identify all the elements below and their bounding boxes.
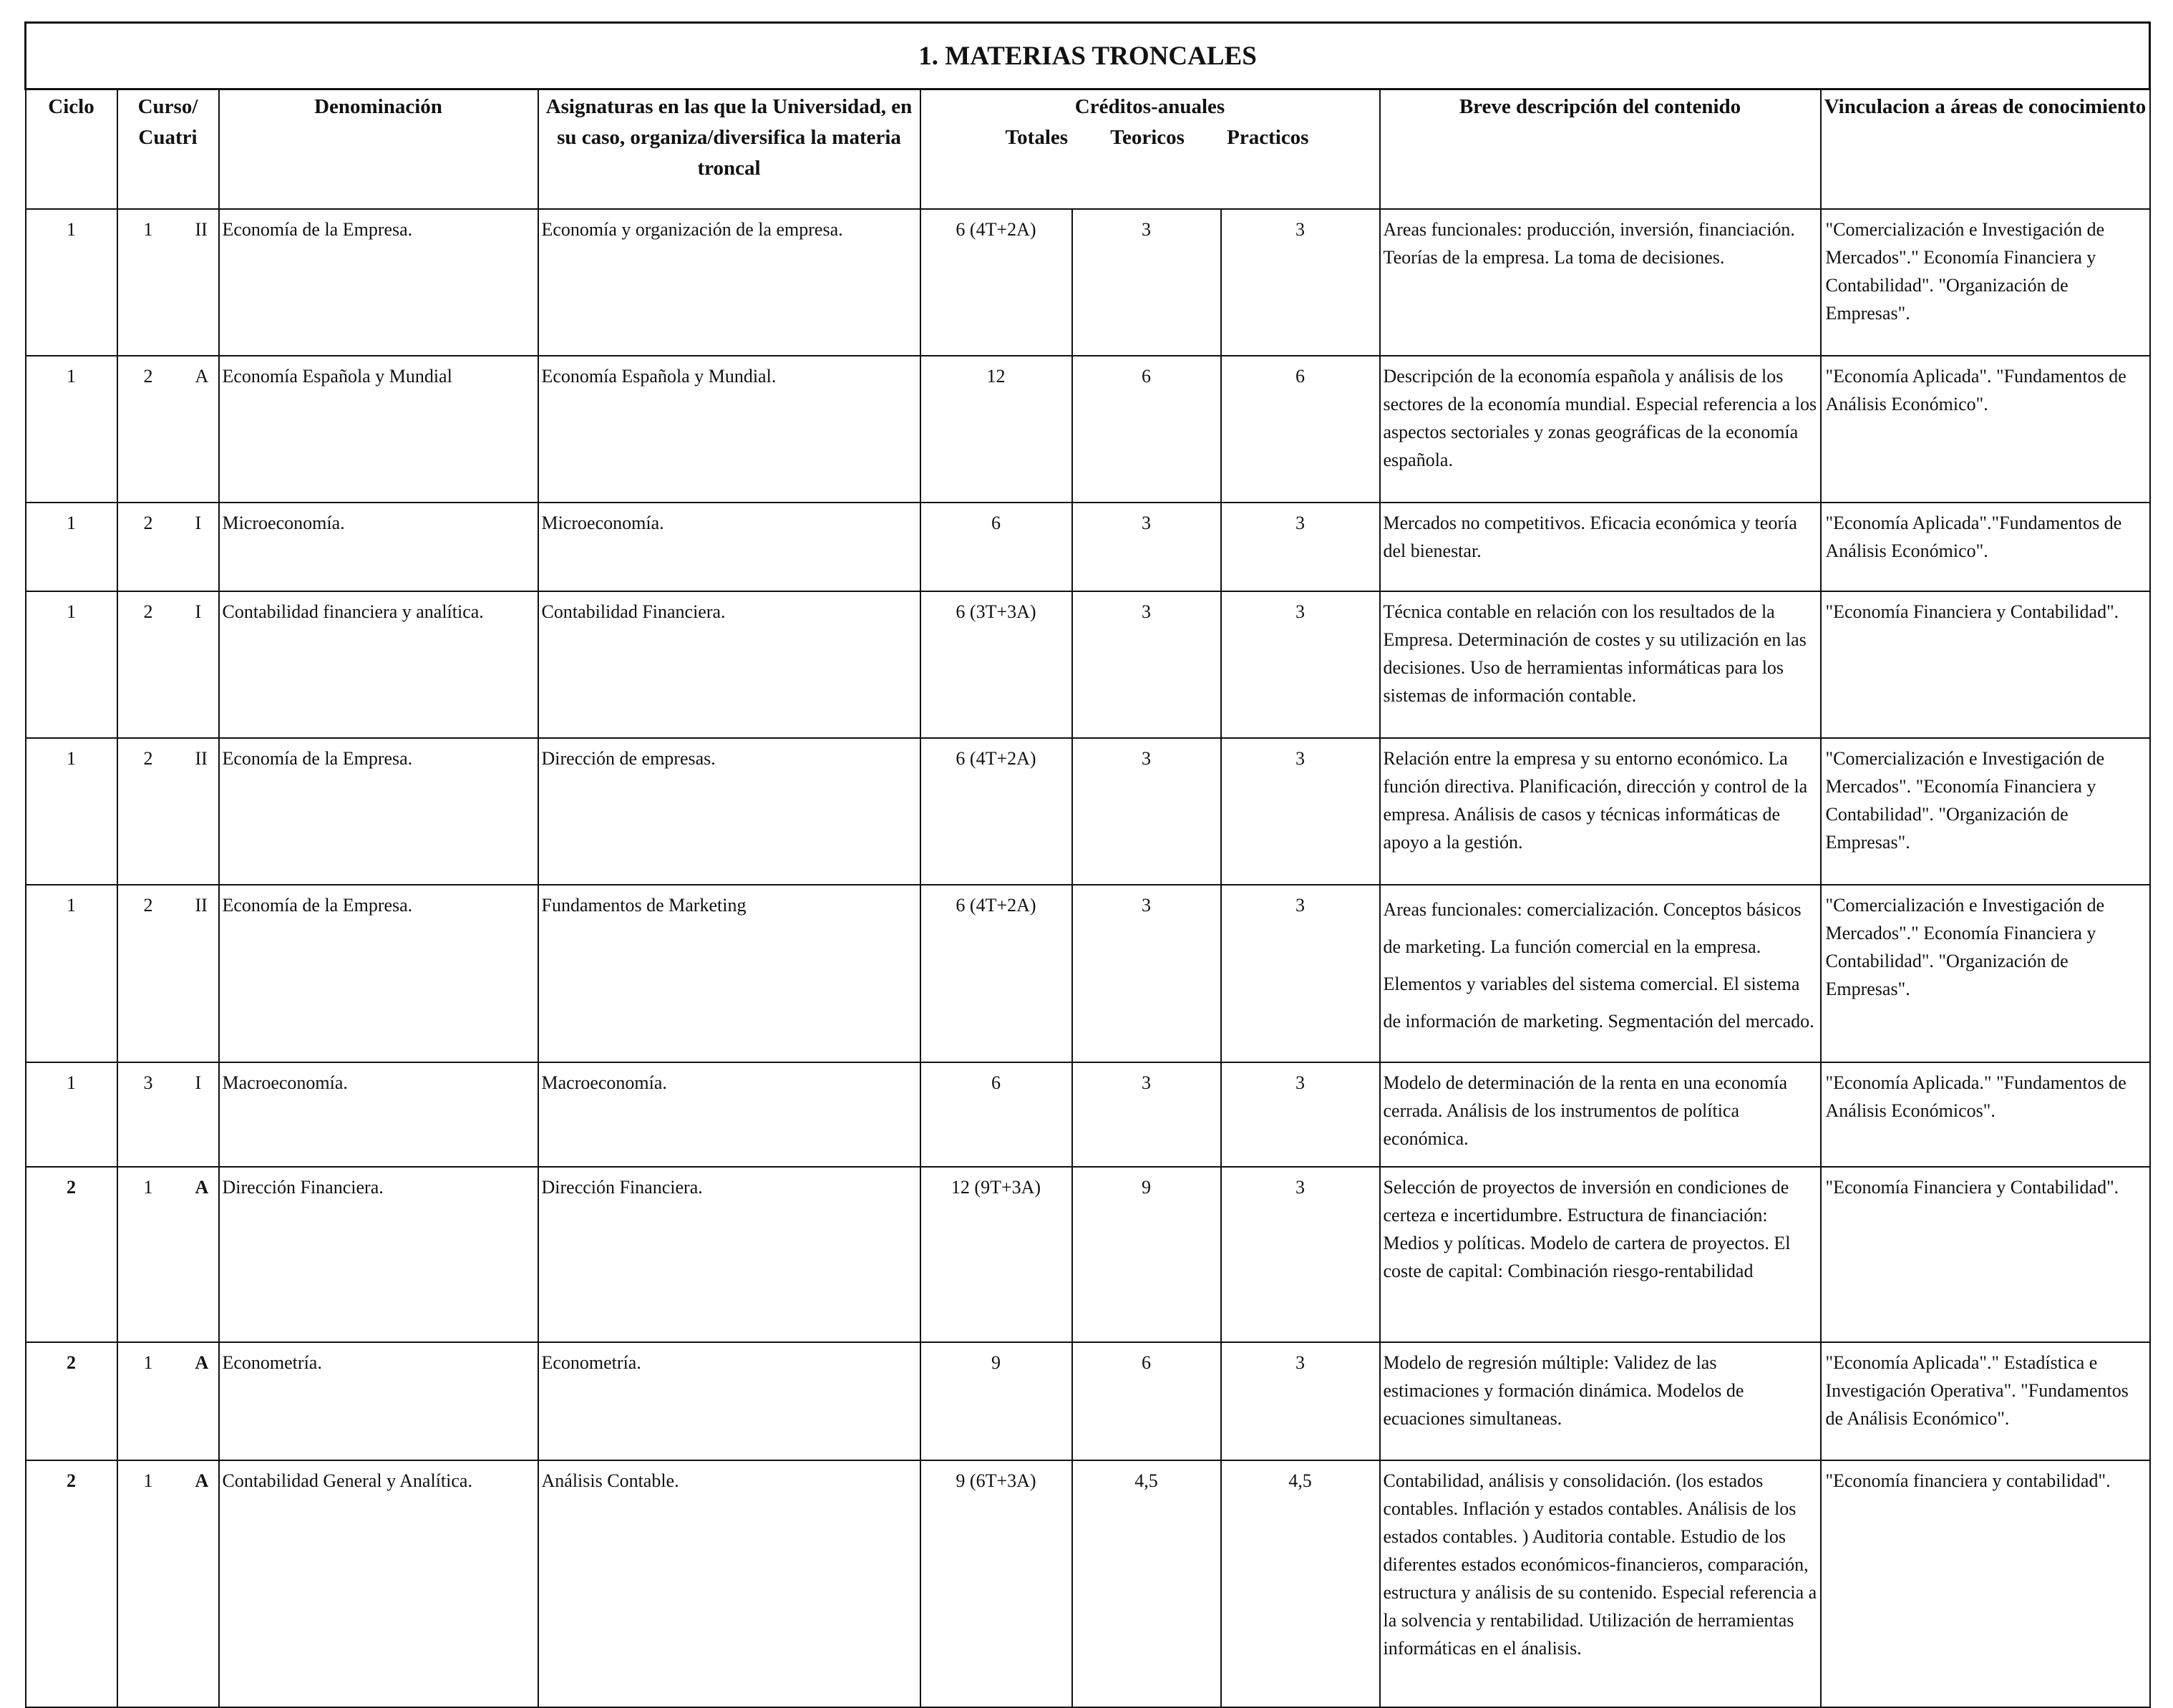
cell-totales: 9 (6T+3A) — [920, 1460, 1072, 1707]
cell-curso-number: 2 — [143, 366, 153, 387]
cell-practicos: 3 — [1221, 503, 1380, 591]
cell-curso — [117, 1062, 219, 1167]
cell-teoricos: 3 — [1072, 503, 1221, 591]
cell-descripcion: Modelo de determinación de la renta en una economía cerrada. Análisis de los instrumentos de política económica. — [1380, 1062, 1821, 1167]
cell-practicos: 3 — [1221, 591, 1380, 738]
cell-cuatrimestre: II — [195, 219, 208, 240]
cell-asignatura: Fundamentos de Marketing — [538, 885, 920, 1062]
cell-teoricos: 3 — [1072, 885, 1221, 1062]
cell-vinculacion: "Economía financiera y contabilidad". — [1821, 1460, 2150, 1707]
cell-vinculacion: "Comercialización e Investigación de Mercados"." Economía Financiera y Contabilidad". "Organización de Empresas". — [1821, 209, 2150, 356]
cell-asignatura: Econometría. — [538, 1342, 920, 1460]
header-totales: Totales — [1005, 126, 1069, 149]
cell-totales: 6 — [920, 503, 1072, 591]
cell-totales: 6 (4T+2A) — [920, 885, 1072, 1062]
header-creditos-sub — [921, 122, 1379, 153]
table-row — [26, 503, 2150, 591]
table-row — [26, 1460, 2150, 1707]
table-title: 1. MATERIAS TRONCALES — [26, 23, 2150, 89]
header-asignaturas: Asignaturas en las que la Universidad, en su caso, organiza/diversifica la materia troncal — [538, 89, 920, 210]
header-creditos-title: Créditos-anuales — [1074, 95, 1225, 118]
cell-denominacion: Macroeconomía. — [219, 1062, 538, 1167]
cell-totales: 6 (3T+3A) — [920, 591, 1072, 738]
cell-totales: 6 (4T+2A) — [920, 738, 1072, 885]
cell-vinculacion: "Comercialización e Investigación de Mercados". "Economía Financiera y Contabilidad". "Organización de Empresas". — [1821, 738, 2150, 885]
cell-asignatura: Contabilidad Financiera. — [538, 591, 920, 738]
cell-descripcion: Areas funcionales: comercialización. Conceptos básicos de marketing. La función comercial en la empresa. Elementos y variables del sistema comercial. El sistema de información de marketing. Segmentación del mercado. — [1380, 885, 1821, 1062]
cell-curso-number: 2 — [143, 601, 153, 622]
cell-descripcion: Contabilidad, análisis y consolidación. (los estados contables. Inflación y estados contables. Análisis de los estados contables. ) Auditoria contable. Estudio de los diferentes estados económicos-financieros, comparación, estructura y análisis de su contenido. Especial referencia a la solvencia y rentabilidad. Utilización de herramientas informáticas en el ánalisis. — [1380, 1460, 1821, 1707]
title-row — [26, 23, 2150, 89]
table-row — [26, 1342, 2150, 1460]
cell-practicos: 3 — [1221, 738, 1380, 885]
document-page — [24, 21, 2149, 1690]
cell-teoricos: 3 — [1072, 209, 1221, 356]
cell-asignatura: Economía Española y Mundial. — [538, 356, 920, 503]
cell-denominacion: Economía de la Empresa. — [219, 209, 538, 356]
table-row — [26, 1167, 2150, 1342]
cell-practicos: 6 — [1221, 356, 1380, 503]
cell-practicos: 3 — [1221, 1342, 1380, 1460]
cell-cuatrimestre: A — [195, 1352, 209, 1373]
cell-asignatura: Macroeconomía. — [538, 1062, 920, 1167]
header-practicos: Practicos — [1227, 126, 1309, 149]
cell-asignatura: Microeconomía. — [538, 503, 920, 591]
cell-descripcion: Modelo de regresión múltiple: Validez de las estimaciones y formación dinámica. Modelos de ecuaciones simultaneas. — [1380, 1342, 1821, 1460]
header-denominacion: Denominación — [219, 89, 538, 210]
cell-vinculacion: "Economía Aplicada." "Fundamentos de Análisis Económicos". — [1821, 1062, 2150, 1167]
cell-ciclo: 1 — [26, 885, 117, 1062]
cell-teoricos: 6 — [1072, 1342, 1221, 1460]
header-row — [26, 89, 2150, 210]
cell-asignatura: Dirección de empresas. — [538, 738, 920, 885]
header-descripcion: Breve descripción del contenido — [1380, 89, 1821, 210]
table-row — [26, 591, 2150, 738]
cell-denominacion: Economía de la Empresa. — [219, 738, 538, 885]
cell-denominacion: Microeconomía. — [219, 503, 538, 591]
cell-cuatrimestre: I — [195, 513, 202, 533]
cell-vinculacion: "Economía Aplicada"." Estadística e Investigación Operativa". "Fundamentos de Análisis Económico". — [1821, 1342, 2150, 1460]
table-row — [26, 885, 2150, 1062]
header-ciclo: Ciclo — [26, 89, 117, 210]
cell-cuatrimestre: A — [195, 366, 209, 387]
cell-curso — [117, 1342, 219, 1460]
cell-ciclo: 1 — [26, 591, 117, 738]
cell-teoricos: 3 — [1072, 591, 1221, 738]
cell-curso — [117, 209, 219, 356]
cell-ciclo: 2 — [26, 1167, 117, 1342]
header-teoricos: Teoricos — [1110, 126, 1185, 149]
table-body — [26, 209, 2150, 1707]
cell-ciclo: 2 — [26, 1342, 117, 1460]
cell-ciclo: 1 — [26, 503, 117, 591]
cell-curso — [117, 1460, 219, 1707]
cell-vinculacion: "Economía Aplicada". "Fundamentos de Análisis Económico". — [1821, 356, 2150, 503]
cell-practicos: 3 — [1221, 1062, 1380, 1167]
cell-vinculacion: "Economía Financiera y Contabilidad". — [1821, 591, 2150, 738]
cell-denominacion: Econometría. — [219, 1342, 538, 1460]
cell-curso-number: 1 — [143, 1177, 153, 1198]
cell-curso — [117, 356, 219, 503]
cell-descripcion: Descripción de la economía española y análisis de los sectores de la economía mundial. Especial referencia a los aspectos sectoriales y zonas geográficas de la economía española. — [1380, 356, 1821, 503]
cell-curso-number: 1 — [143, 1352, 153, 1373]
cell-descripcion: Técnica contable en relación con los resultados de la Empresa. Determinación de costes y su utilización en las decisiones. Uso de herramientas informáticas para los sistemas de información contable. — [1380, 591, 1821, 738]
cell-cuatrimestre: II — [195, 748, 208, 769]
cell-cuatrimestre: I — [195, 1072, 202, 1093]
cell-practicos: 3 — [1221, 1167, 1380, 1342]
header-vinculacion: Vinculacion a áreas de conocimiento — [1821, 89, 2150, 210]
cell-teoricos: 6 — [1072, 356, 1221, 503]
cell-descripcion: Areas funcionales: producción, inversión, financiación. Teorías de la empresa. La toma de decisiones. — [1380, 209, 1821, 356]
table-row — [26, 738, 2150, 885]
table-row — [26, 356, 2150, 503]
cell-denominacion: Economía de la Empresa. — [219, 885, 538, 1062]
cell-curso — [117, 1167, 219, 1342]
cell-ciclo: 1 — [26, 738, 117, 885]
cell-denominacion: Dirección Financiera. — [219, 1167, 538, 1342]
cell-descripcion: Mercados no competitivos. Eficacia económica y teoría del bienestar. — [1380, 503, 1821, 591]
cell-ciclo: 1 — [26, 209, 117, 356]
cell-asignatura: Economía y organización de la empresa. — [538, 209, 920, 356]
cell-totales: 9 — [920, 1342, 1072, 1460]
cell-asignatura: Análisis Contable. — [538, 1460, 920, 1707]
cell-curso-number: 3 — [143, 1072, 153, 1093]
cell-curso-number: 2 — [143, 513, 153, 533]
cell-curso — [117, 591, 219, 738]
cell-totales: 6 (4T+2A) — [920, 209, 1072, 356]
cell-curso — [117, 503, 219, 591]
materias-table — [24, 21, 2151, 1708]
cell-practicos: 3 — [1221, 885, 1380, 1062]
cell-curso-number: 2 — [143, 748, 153, 769]
cell-curso-number: 1 — [143, 219, 153, 240]
cell-cuatrimestre: II — [195, 895, 208, 916]
cell-denominacion: Contabilidad General y Analítica. — [219, 1460, 538, 1707]
cell-denominacion: Contabilidad financiera y analítica. — [219, 591, 538, 738]
cell-practicos: 3 — [1221, 209, 1380, 356]
cell-ciclo: 1 — [26, 1062, 117, 1167]
cell-totales: 12 — [920, 356, 1072, 503]
cell-curso — [117, 885, 219, 1062]
cell-teoricos: 4,5 — [1072, 1460, 1221, 1707]
header-curso: Curso/ Cuatri — [117, 89, 219, 210]
cell-ciclo: 1 — [26, 356, 117, 503]
cell-totales: 6 — [920, 1062, 1072, 1167]
cell-curso — [117, 738, 219, 885]
cell-teoricos: 3 — [1072, 738, 1221, 885]
cell-denominacion: Economía Española y Mundial — [219, 356, 538, 503]
cell-practicos: 4,5 — [1221, 1460, 1380, 1707]
cell-totales: 12 (9T+3A) — [920, 1167, 1072, 1342]
cell-descripcion: Relación entre la empresa y su entorno económico. La función directiva. Planificación, dirección y control de la empresa. Análisis de casos y técnicas informáticas de apoyo a la gestión. — [1380, 738, 1821, 885]
cell-cuatrimestre: A — [195, 1470, 209, 1491]
cell-asignatura: Dirección Financiera. — [538, 1167, 920, 1342]
cell-cuatrimestre: A — [195, 1177, 209, 1198]
header-creditos — [920, 89, 1380, 210]
table-row — [26, 1062, 2150, 1167]
cell-vinculacion: "Economía Financiera y Contabilidad". — [1821, 1167, 2150, 1342]
cell-descripcion: Selección de proyectos de inversión en condiciones de certeza e incertidumbre. Estructura de financiación: Medios y políticas. Modelo de cartera de proyectos. El coste de capital: Combinación riesgo-rentabilidad — [1380, 1167, 1821, 1342]
cell-teoricos: 3 — [1072, 1062, 1221, 1167]
cell-ciclo: 2 — [26, 1460, 117, 1707]
cell-teoricos: 9 — [1072, 1167, 1221, 1342]
cell-cuatrimestre: I — [195, 601, 202, 622]
cell-curso-number: 2 — [143, 895, 153, 916]
cell-vinculacion: "Comercialización e Investigación de Mercados"." Economía Financiera y Contabilidad". "Organización de Empresas". — [1821, 885, 2150, 1062]
cell-vinculacion: "Economía Aplicada"."Fundamentos de Análisis Económico". — [1821, 503, 2150, 591]
cell-curso-number: 1 — [143, 1470, 153, 1491]
table-row — [26, 209, 2150, 356]
